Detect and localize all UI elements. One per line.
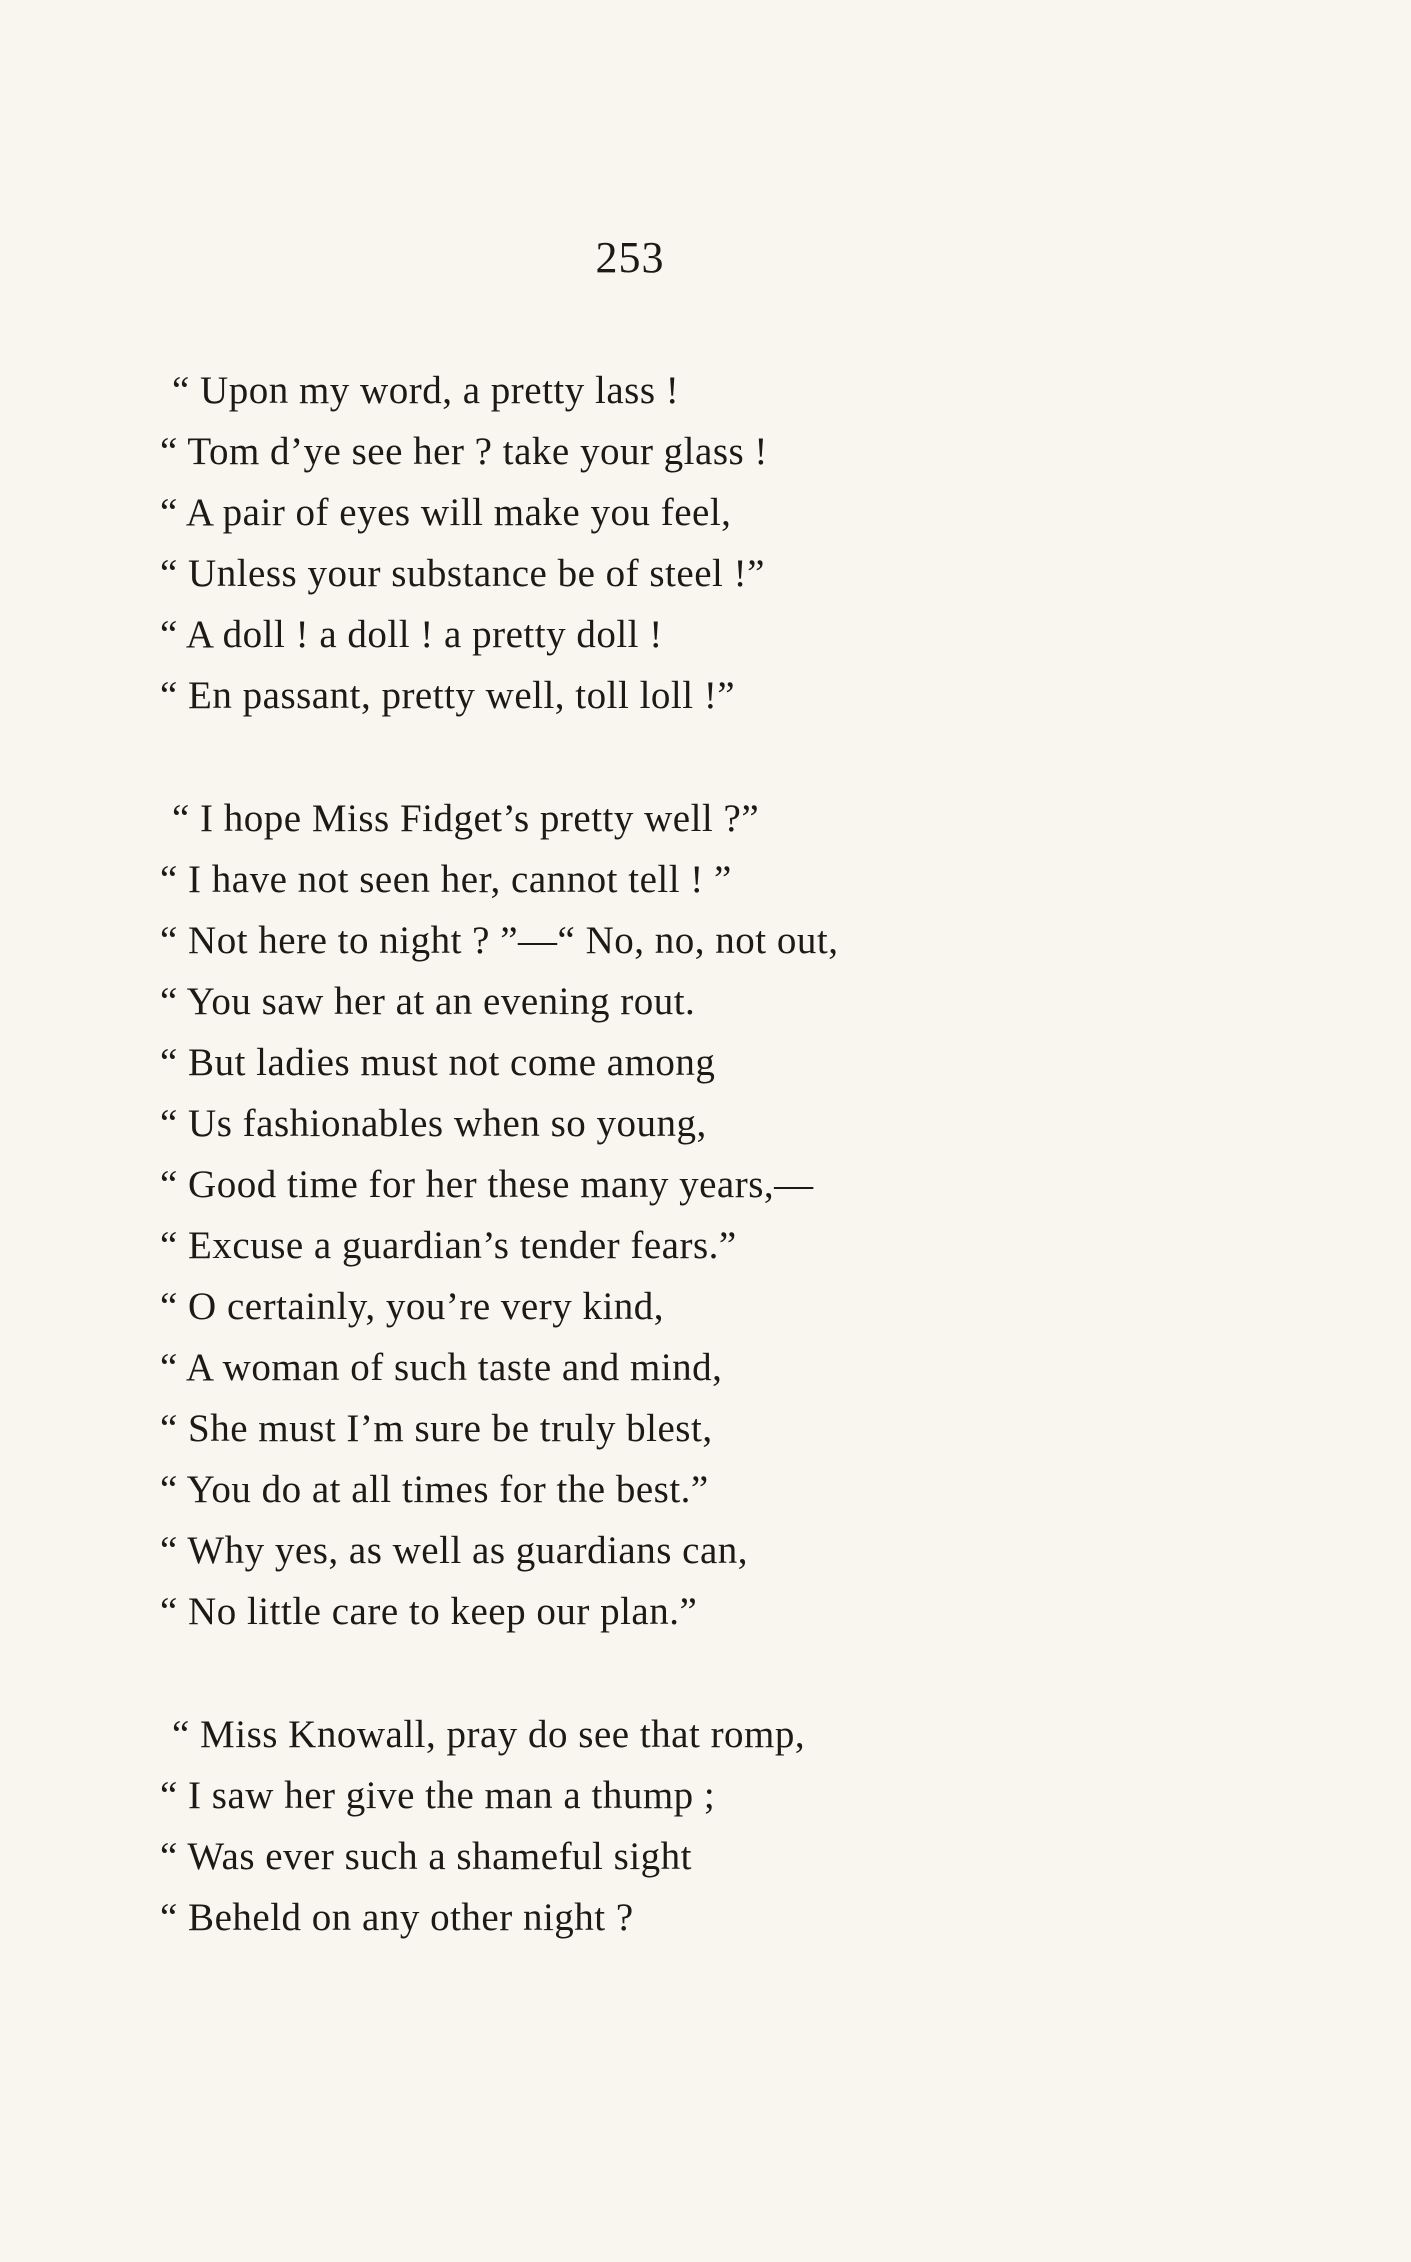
poem-line: “ I saw her give the man a thump ; xyxy=(160,1774,716,1817)
poem-line: “ Beheld on any other night ? xyxy=(160,1896,634,1939)
poem-line: “ A pair of eyes will make you feel, xyxy=(160,491,732,534)
poem-line: “ Excuse a guardian’s tender fears.” xyxy=(160,1224,737,1267)
poem-line: “ Why yes, as well as guardians can, xyxy=(160,1529,749,1572)
poem-line: “ Upon my word, a pretty lass ! xyxy=(172,369,680,412)
stanza-3 xyxy=(160,1704,1260,1948)
poem-line: “ A woman of such taste and mind, xyxy=(160,1346,723,1389)
poem-line: “ Us fashionables when so young, xyxy=(160,1102,707,1145)
poem xyxy=(160,360,1260,2010)
poem-line: “ Was ever such a shameful sight xyxy=(160,1835,692,1878)
poem-line: “ I hope Miss Fidget’s pretty well ?” xyxy=(172,797,760,840)
poem-line: “ Unless your substance be of steel !” xyxy=(160,552,765,595)
poem-line: “ A doll ! a doll ! a pretty doll ! xyxy=(160,613,663,656)
poem-line: “ Not here to night ? ”—“ No, no, not out, xyxy=(160,919,839,962)
poem-line: “ You saw her at an evening rout. xyxy=(160,980,696,1023)
page-number: 253 xyxy=(595,233,665,282)
poem-line: “ You do at all times for the best.” xyxy=(160,1468,709,1511)
stanza-2 xyxy=(160,788,1260,1642)
poem-line: “ She must I’m sure be truly blest, xyxy=(160,1407,713,1450)
poem-line: “ I have not seen her, cannot tell ! ” xyxy=(160,858,732,901)
poem-line: “ No little care to keep our plan.” xyxy=(160,1590,698,1633)
poem-line: “ Tom d’ye see her ? take your glass ! xyxy=(160,430,768,473)
poem-line: “ O certainly, you’re very kind, xyxy=(160,1285,665,1328)
poem-line: “ Miss Knowall, pray do see that romp, xyxy=(172,1713,806,1756)
stanza-1 xyxy=(160,360,1260,726)
poem-line: “ Good time for her these many years,— xyxy=(160,1163,814,1206)
poem-line: “ En passant, pretty well, toll loll !” xyxy=(160,674,736,717)
poem-line: “ But ladies must not come among xyxy=(160,1041,716,1084)
